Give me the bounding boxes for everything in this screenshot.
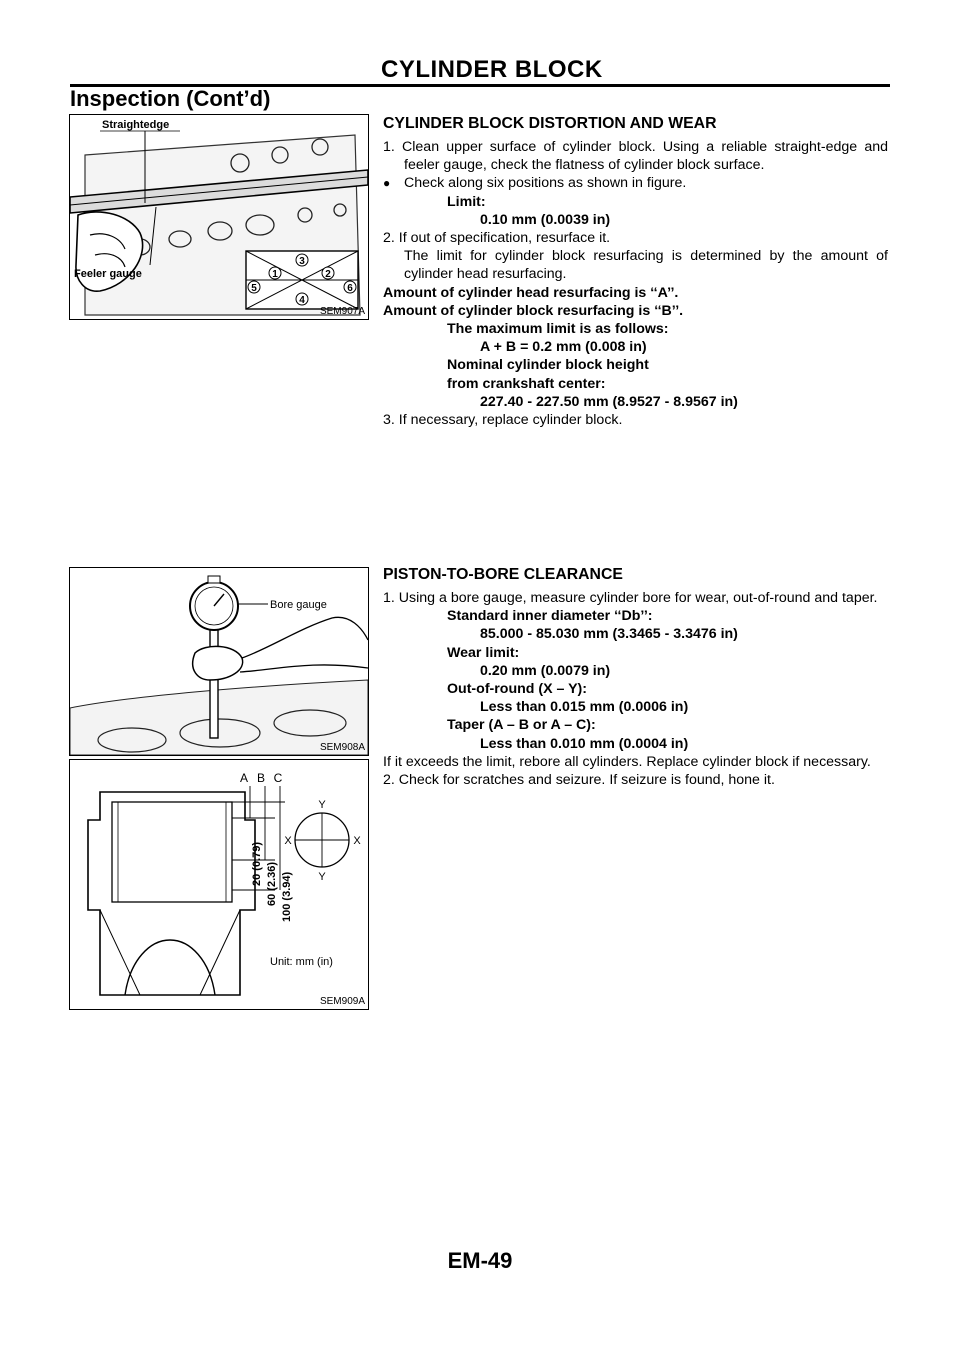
nominal-label-1: Nominal cylinder block height (447, 357, 649, 374)
dim-60: 60 (2.36) (266, 861, 278, 906)
bullet-text: Check along six positions as shown in figure. (404, 175, 687, 192)
wear-value: 0.20 mm (0.0079 in) (480, 662, 611, 679)
oor-value: Less than 0.015 mm (0.0006 in) (480, 699, 689, 716)
wear-label: Wear limit: (447, 644, 520, 661)
taper-label: Taper (A – B or A – C): (447, 717, 596, 734)
unit-label: Unit: mm (in) (270, 956, 333, 968)
step-2: 2. If out of specification, resurface it. (383, 230, 611, 247)
page-number: EM-49 (447, 1248, 513, 1273)
label-x-left: X (284, 835, 292, 847)
position-6: 6 (347, 283, 353, 294)
taper-value: Less than 0.010 mm (0.0004 in) (480, 735, 689, 752)
limit-value: 0.10 mm (0.0039 in) (480, 211, 611, 228)
section-title: CYLINDER BLOCK (381, 56, 603, 83)
limit-label: Limit: (447, 193, 486, 210)
figure-bore-gauge (69, 567, 369, 756)
bullet-item (383, 174, 888, 192)
dim-100: 100 (3.94) (281, 871, 293, 922)
exceed-note: If it exceeds the limit, rebore all cylinders. Replace cylinder block if necessary. (383, 753, 871, 770)
figure-code: SEM908A (319, 742, 365, 753)
nominal-label-2: from crankshaft center: (447, 375, 606, 392)
label-b: B (256, 771, 266, 785)
label-a: A (239, 771, 249, 785)
dim-20: 20 (0.79) (251, 841, 263, 886)
label-feeler-gauge: Feeler gauge (74, 268, 142, 280)
position-2: 2 (325, 269, 331, 280)
figure-code: SEM909A (319, 996, 365, 1007)
figure-code: SEM907A (319, 306, 365, 317)
std-label: Standard inner diameter ‘‘Db’’: (447, 608, 653, 625)
position-1: 1 (272, 269, 278, 280)
oor-label: Out-of-round (X – Y): (447, 681, 588, 698)
label-c: C (273, 771, 283, 785)
amount-b: Amount of cylinder block resurfacing is ‘‘B’’. (383, 302, 684, 319)
section-subtitle: Inspection (Cont’d) (70, 86, 271, 111)
bullet-mark: ● (383, 176, 391, 191)
step-1: 1. Clean upper surface of cylinder block. Using a reliable straight-edge and feeler gauge, check the flatness of cylinder block surface. (383, 139, 888, 174)
std-value: 85.000 - 85.030 mm (3.3465 - 3.3476 in) (480, 626, 738, 643)
figure-bore-positions (69, 759, 369, 1010)
step-2-note: The limit for cylinder block resurfacing is determined by the amount of cylinder head resurfacing. (404, 248, 888, 283)
position-3: 3 (299, 256, 305, 267)
label-straightedge: Straightedge (102, 119, 170, 131)
amount-a: Amount of cylinder head resurfacing is ‘‘A’’. (383, 284, 679, 301)
label-y-top: Y (318, 799, 326, 811)
step-3: 3. If necessary, replace cylinder block. (383, 412, 623, 429)
max-limit-value: A + B = 0.2 mm (0.008 in) (480, 339, 647, 356)
section-heading: PISTON-TO-BORE CLEARANCE (383, 566, 623, 583)
section-piston-clearance (383, 565, 888, 789)
position-5: 5 (251, 283, 257, 294)
step-1: 1. Using a bore gauge, measure cylinder bore for wear, out-of-round and taper. (383, 590, 878, 606)
nominal-value: 227.40 - 227.50 mm (8.9527 - 8.9567 in) (480, 393, 738, 410)
label-bore-gauge: Bore gauge (270, 599, 327, 611)
figure-straightedge (69, 114, 369, 320)
step-2: 2. Check for scratches and seizure. If seizure is found, hone it. (383, 772, 775, 789)
label-y-bottom: Y (318, 871, 326, 883)
label-x-right: X (353, 835, 361, 847)
section-heading: CYLINDER BLOCK DISTORTION AND WEAR (383, 115, 717, 132)
section-cylinder-distortion (383, 114, 888, 429)
position-4: 4 (299, 295, 305, 306)
max-limit-label: The maximum limit is as follows: (447, 321, 669, 338)
